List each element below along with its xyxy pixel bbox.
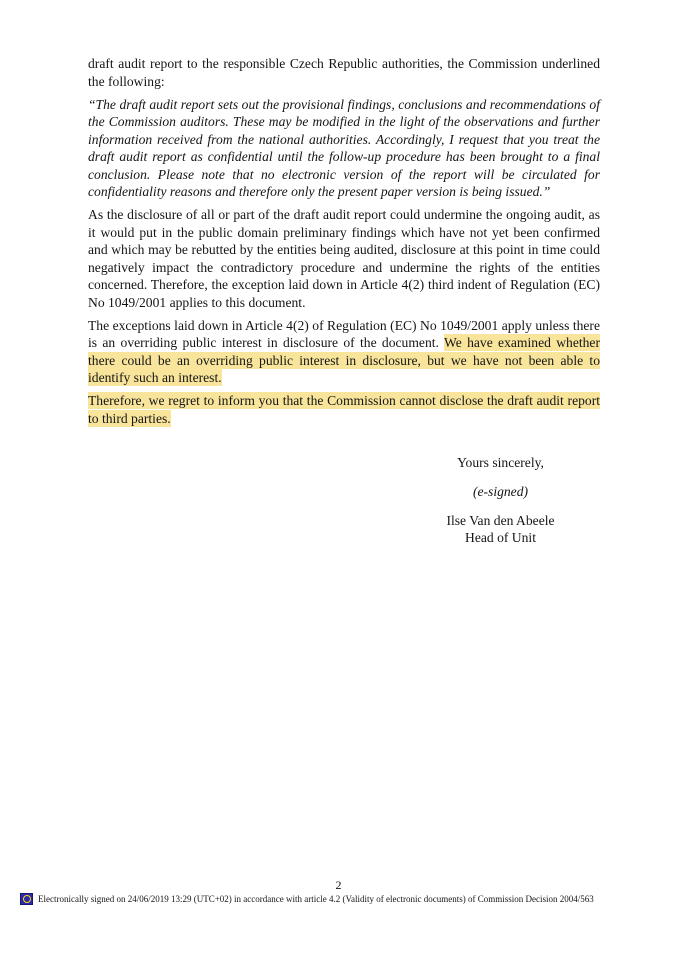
signer-title: Head of Unit	[465, 529, 536, 545]
closing-salutation: Yours sincerely,	[457, 455, 544, 470]
letter-body	[88, 55, 600, 433]
eu-flag-icon	[20, 893, 33, 905]
exceptions-plain-text: The exceptions laid down in Article 4(2) of Regulation (EC) No 1049/2001 apply unless there is an overriding public interest in disclosure of the document.	[88, 317, 600, 350]
refusal-highlighted-text: Therefore, we regret to inform you that the Commission cannot disclose the draft audit report to third parties.	[88, 393, 600, 426]
letter-paragraph-exceptions	[88, 317, 600, 387]
letter-paragraph-refusal	[88, 392, 600, 427]
signer-name: Ilse Van den Abeele	[446, 513, 555, 528]
esignature-note: Electronically signed on 24/06/2019 13:29 (UTC+02) in accordance with article 4.2 (Validity of electronic documents) of Commission Decision 2004/563	[38, 894, 594, 904]
page-number: 2	[335, 878, 342, 892]
exceptions-highlighted-text: We have examined whether there could be an overriding public interest in disclosure, but we have not been able to identify such an interest.	[88, 335, 600, 385]
letter-paragraph-intro: draft audit report to the responsible Czech Republic authorities, the Commission underlined the following:	[88, 56, 600, 89]
letter-paragraph-disclosure: As the disclosure of all or part of the draft audit report could undermine the ongoing audit, as it would put in the public domain preliminary findings which have not yet been confirmed and which may be rebutted by the entities being audited, disclosure at this point in time could negatively impact the contradictory procedure and undermine the rights of the entities concerned. Therefore, the exception laid down in Article 4(2) third indent of Regulation (EC) No 1049/2001 applies to this document.	[88, 207, 600, 310]
letter-paragraph-quote: “The draft audit report sets out the provisional findings, conclusions and recommendations of the Commission auditors. These may be modified in the light of the observations and further information received from the national authorities. Accordingly, I request that you treat the draft audit report as confidential until the follow-up procedure has been brought to a final conclusion. Please note that no electronic version of the report will be circulated for confidentiality reasons and therefore only the present paper version is being issued.”	[88, 96, 600, 199]
esigned-note: (e-signed)	[472, 483, 529, 499]
esignature-footer	[20, 893, 669, 905]
eu-flag-ring	[23, 895, 31, 903]
signature-block	[398, 455, 603, 546]
